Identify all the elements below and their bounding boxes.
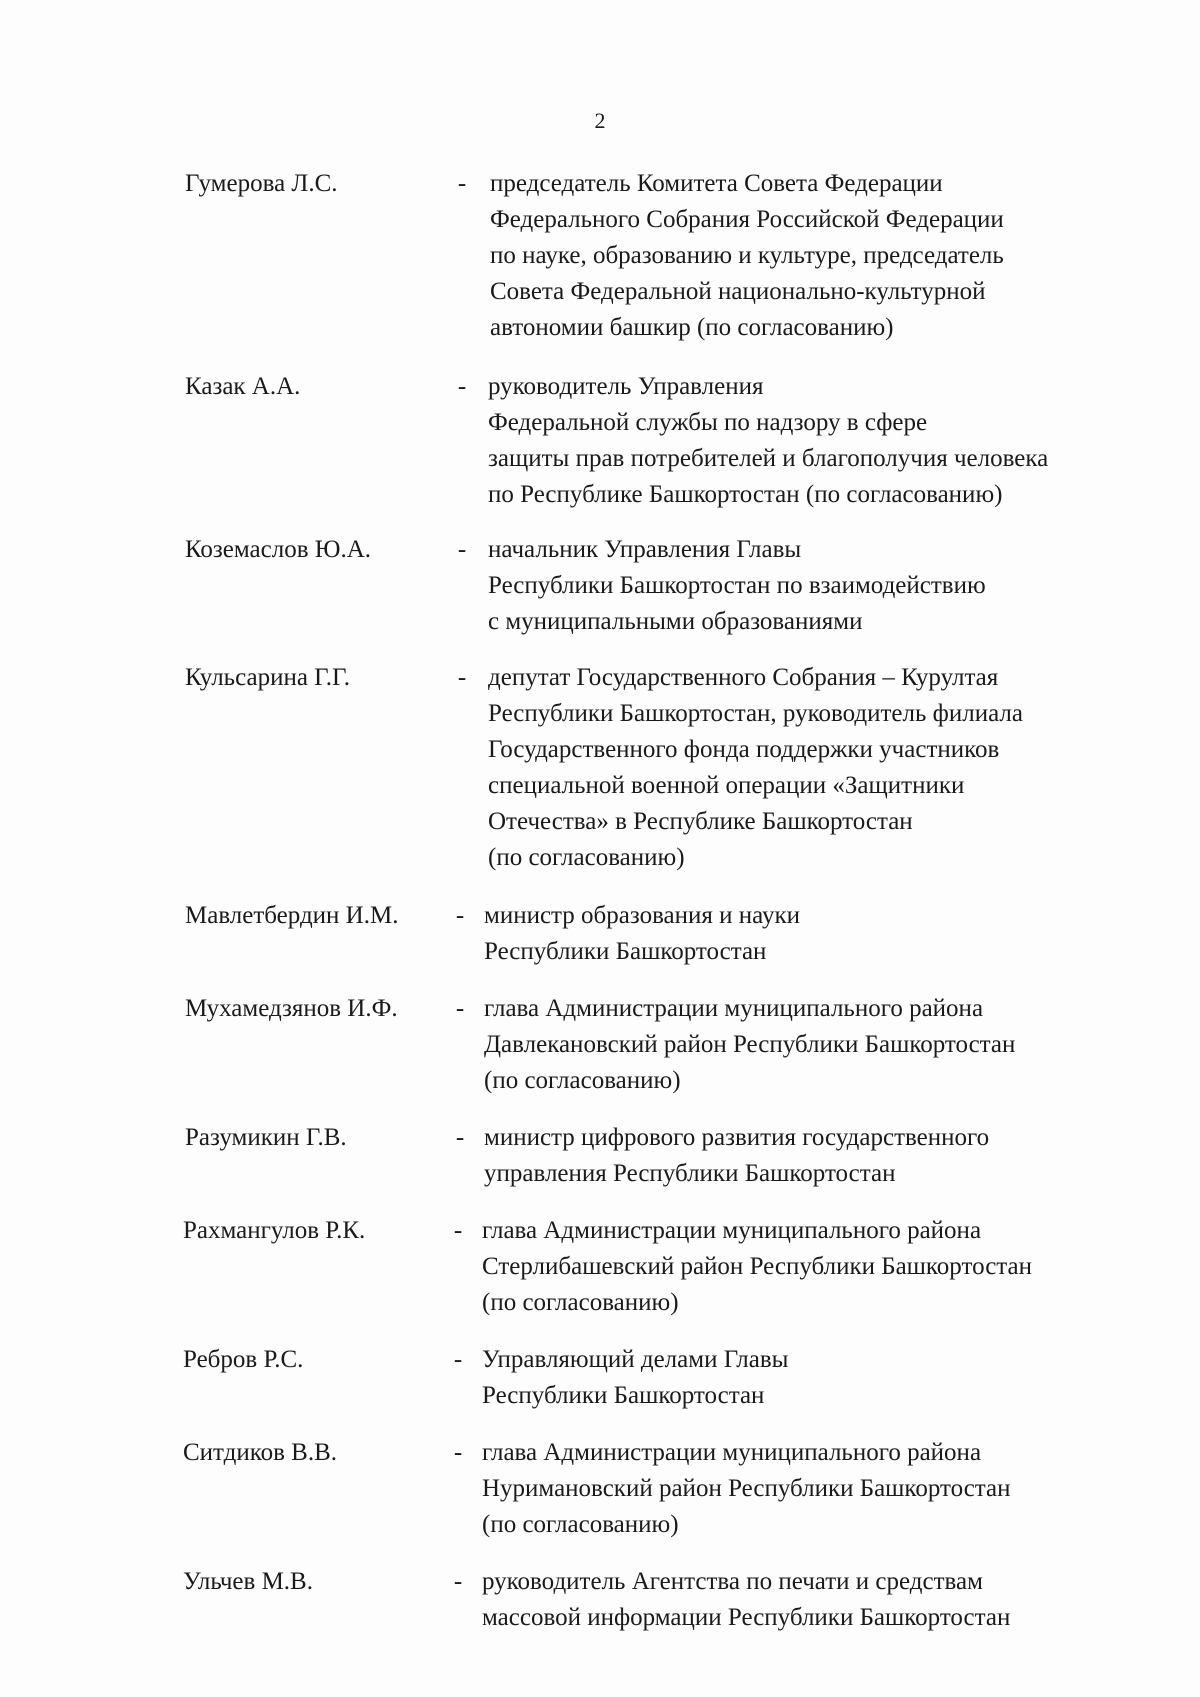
entry-dash: - <box>453 1217 463 1244</box>
page-number: 2 <box>594 108 606 133</box>
entry-dash: - <box>455 1124 465 1151</box>
member-position <box>484 991 1124 1099</box>
position-line: начальник Управления Главы <box>488 536 802 563</box>
position-line: по Республике Башкортостан (по согласованию) <box>488 481 1003 508</box>
position-line: (по согласованию) <box>482 1511 679 1538</box>
position-line: Совета Федеральной национально-культурной <box>490 278 986 305</box>
position-line: защиты прав потребителей и благополучия человека <box>488 445 1049 472</box>
member-name: Мухамедзянов И.Ф. <box>185 995 398 1022</box>
member-position <box>484 898 1124 970</box>
member-position <box>488 369 1128 513</box>
member-name: Кульсарина Г.Г. <box>185 664 350 691</box>
position-line: Федеральной службы по надзору в сфере <box>488 409 928 436</box>
member-name: Рахмангулов Р.К. <box>183 1217 366 1244</box>
position-line: министр образования и науки <box>484 902 801 929</box>
member-position <box>484 1120 1124 1192</box>
entry-dash: - <box>455 995 465 1022</box>
position-line: Стерлибашевский район Республики Башкортостан <box>482 1253 1032 1280</box>
entry-dash: - <box>457 664 467 691</box>
position-line: автономии башкир (по согласованию) <box>490 314 894 341</box>
member-position <box>482 1435 1122 1543</box>
member-name: Коземаслов Ю.А. <box>185 536 372 563</box>
position-line: Республики Башкортостан по взаимодействию <box>488 572 986 599</box>
position-line: глава Администрации муниципального района <box>482 1217 982 1244</box>
member-name: Мавлетбердин И.М. <box>185 902 399 929</box>
entry-dash: - <box>455 902 465 929</box>
position-line: Республики Башкортостан <box>484 938 767 965</box>
position-line: Управляющий делами Главы <box>482 1346 789 1373</box>
member-position <box>488 660 1128 876</box>
position-line: руководитель Агентства по печати и средствам <box>482 1568 983 1595</box>
entry-dash: - <box>457 536 467 563</box>
position-line: специальной военной операции «Защитники <box>488 772 965 799</box>
member-position <box>488 532 1128 640</box>
entry-dash: - <box>453 1439 463 1466</box>
position-line: Отечества» в Республике Башкортостан <box>488 808 913 835</box>
member-name: Ульчев М.В. <box>183 1568 313 1595</box>
position-line: Давлекановский район Республики Башкортостан <box>484 1031 1016 1058</box>
position-line: по науке, образованию и культуре, председатель <box>490 242 1004 269</box>
position-line: председатель Комитета Совета Федерации <box>490 170 943 197</box>
entry-dash: - <box>453 1346 463 1373</box>
position-line: (по согласованию) <box>484 1067 681 1094</box>
member-position <box>482 1564 1122 1636</box>
position-line: управления Республики Башкортостан <box>484 1160 896 1187</box>
entry-dash: - <box>457 373 467 400</box>
member-name: Ситдиков В.В. <box>183 1439 338 1466</box>
position-line: Нуримановский район Республики Башкортостан <box>482 1475 1011 1502</box>
entry-dash: - <box>453 1568 463 1595</box>
member-name: Казак А.А. <box>185 373 301 400</box>
position-line: депутат Государственного Собрания – Курултая <box>488 664 999 691</box>
member-name: Ребров Р.С. <box>183 1346 304 1373</box>
position-line: Федерального Собрания Российской Федерации <box>490 206 1004 233</box>
position-line: с муниципальными образованиями <box>488 608 863 635</box>
member-position <box>490 166 1130 346</box>
position-line: (по согласованию) <box>482 1289 679 1316</box>
member-position <box>482 1342 1122 1414</box>
member-name: Гумерова Л.С. <box>185 170 338 197</box>
position-line: министр цифрового развития государственного <box>484 1124 990 1151</box>
position-line: (по согласованию) <box>488 844 685 871</box>
position-line: Республики Башкортостан <box>482 1382 765 1409</box>
position-line: Государственного фонда поддержки участников <box>488 736 1000 763</box>
position-line: массовой информации Республики Башкортостан <box>482 1604 1011 1631</box>
member-name: Разумикин Г.В. <box>185 1124 347 1151</box>
position-line: глава Администрации муниципального района <box>484 995 984 1022</box>
position-line: глава Администрации муниципального района <box>482 1439 982 1466</box>
position-line: Республики Башкортостан, руководитель филиала <box>488 700 1023 727</box>
position-line: руководитель Управления <box>488 373 764 400</box>
entry-dash: - <box>457 170 467 197</box>
member-position <box>482 1213 1122 1321</box>
